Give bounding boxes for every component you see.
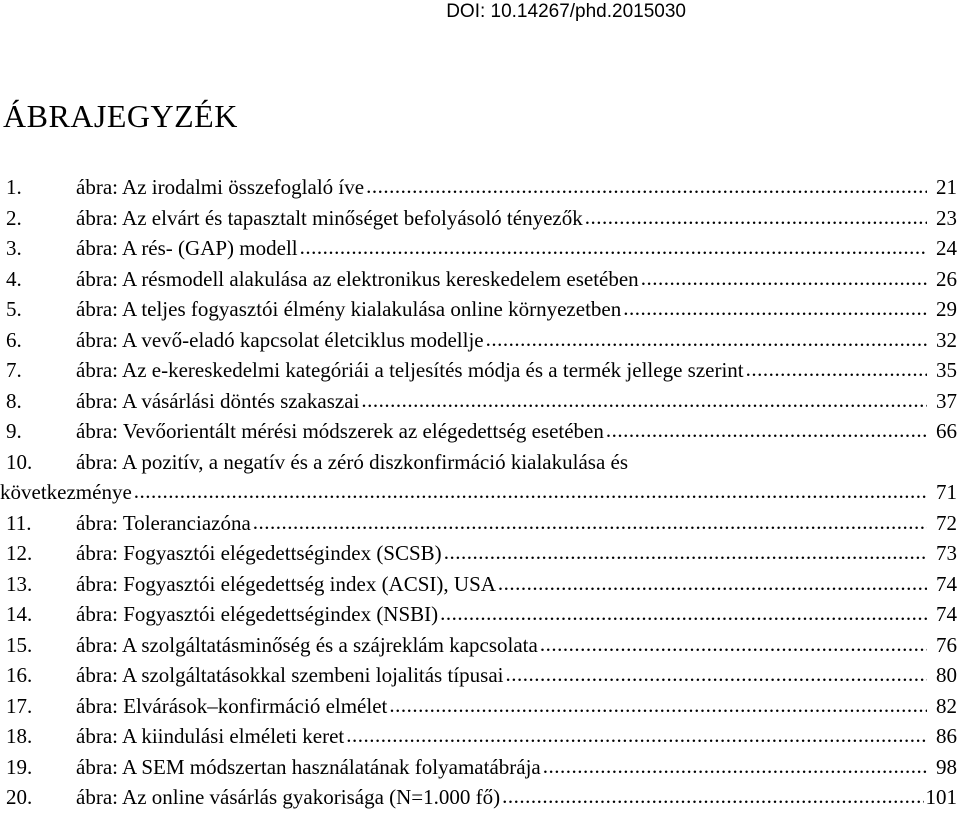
- entry-number: 5.: [6, 297, 22, 321]
- figure-entry-18[interactable]: [6, 721, 957, 752]
- figure-entry-1[interactable]: [6, 172, 957, 203]
- entry-label: ábra: A résmodell alakulása az elektronikus kereskedelem esetében: [76, 266, 639, 291]
- entry-number: 6.: [6, 327, 22, 352]
- entry-page: 32: [936, 327, 957, 352]
- entry-label: ábra: Toleranciazóna: [76, 510, 251, 535]
- entry-label: ábra: A rés- (GAP) modell: [76, 236, 298, 260]
- entry-label: ábra: Az elvárt és tapasztalt minőséget befolyásoló tényezők: [76, 205, 583, 230]
- figure-list: [0, 172, 957, 813]
- entry-number: 11.: [6, 510, 32, 535]
- dot-leader: [623, 293, 927, 324]
- entry-number: 16.: [6, 663, 33, 687]
- entry-page: 80: [936, 663, 957, 687]
- entry-number: 7.: [6, 358, 22, 382]
- entry-number: 20.: [6, 785, 33, 809]
- figure-entry-11[interactable]: [6, 508, 957, 539]
- figure-entry-16[interactable]: [6, 660, 957, 691]
- dot-leader: [366, 171, 927, 202]
- entry-label: ábra: Elvárások–konfirmáció elmélet: [76, 693, 388, 718]
- figure-entry-6[interactable]: [6, 325, 957, 356]
- entry-label: ábra: Az e-kereskedelmi kategóriái a teljesítés módja és a termék jellege szerint: [76, 358, 744, 382]
- entry-number: 10.: [6, 449, 33, 474]
- entry-number: 15.: [6, 632, 33, 657]
- entry-page: 23: [936, 205, 957, 230]
- figure-entry-15[interactable]: [6, 630, 957, 661]
- entry-number: 1.: [6, 175, 22, 199]
- entry-label: ábra: A szolgáltatásminőség és a szájreklám kapcsolata: [76, 632, 538, 657]
- figure-entry-8[interactable]: [6, 386, 957, 417]
- figure-entry-20[interactable]: [6, 782, 957, 813]
- entry-number: 4.: [6, 266, 22, 291]
- dot-leader: [543, 751, 927, 782]
- figure-entry-7[interactable]: [6, 355, 957, 386]
- figure-entry-12[interactable]: [6, 538, 957, 569]
- entry-number: 13.: [6, 571, 33, 596]
- doi-header: DOI: 10.14267/phd.2015030: [446, 1, 686, 22]
- entry-page: 82: [936, 693, 957, 718]
- figure-entry-17[interactable]: [6, 691, 957, 722]
- entry-label: ábra: A szolgáltatásokkal szembeni lojalitás típusai: [76, 663, 504, 687]
- entry-number: 12.: [6, 541, 33, 565]
- entry-label: ábra: A kiindulási elméleti keret: [76, 724, 345, 748]
- entry-label: ábra: A pozitív, a negatív és a zéró diszkonfirmáció kialakulása és: [76, 449, 629, 474]
- entry-number: 18.: [6, 724, 33, 748]
- figure-entry-5[interactable]: [6, 294, 957, 325]
- entry-number: 2.: [6, 205, 22, 230]
- figure-entry-13[interactable]: [6, 569, 957, 600]
- entry-number: 19.: [6, 754, 33, 779]
- entry-label-continuation: következménye: [0, 480, 132, 504]
- entry-page: 66: [936, 419, 957, 443]
- entry-number: 3.: [6, 236, 22, 260]
- entry-page: 101: [925, 785, 957, 809]
- entry-page: 98: [936, 754, 957, 779]
- dot-leader: [641, 263, 927, 294]
- figure-entry-4[interactable]: [6, 264, 957, 295]
- dot-leader: [440, 598, 927, 629]
- dot-leader: [444, 537, 927, 568]
- dot-leader: [253, 507, 927, 538]
- dot-leader: [502, 781, 923, 812]
- entry-label: ábra: Fogyasztói elégedettség index (ACSI), USA: [76, 571, 496, 596]
- entry-number: 9.: [6, 419, 22, 443]
- entry-page: 26: [936, 266, 957, 291]
- entry-page: 37: [936, 388, 957, 413]
- entry-label: ábra: Az online vásárlás gyakorisága (N=1.000 fő): [76, 785, 501, 809]
- entry-page: 24: [936, 236, 957, 260]
- entry-number: 8.: [6, 388, 22, 413]
- entry-page: 86: [936, 724, 957, 748]
- dot-leader: [505, 659, 927, 690]
- entry-page: 76: [936, 632, 957, 657]
- entry-page: 35: [936, 358, 957, 382]
- dot-leader: [346, 720, 927, 751]
- page-title: ÁBRAJEGYZÉK: [3, 98, 238, 134]
- entry-number: 17.: [6, 693, 33, 718]
- figure-entry-9[interactable]: [6, 416, 957, 447]
- figure-entry-3[interactable]: [6, 233, 957, 264]
- dot-leader: [389, 690, 927, 721]
- dot-leader: [361, 385, 927, 416]
- dot-leader: [498, 568, 927, 599]
- entry-label: ábra: A vásárlási döntés szakaszai: [76, 388, 360, 413]
- entry-label: ábra: A vevő-eladó kapcsolat életciklus modellje: [76, 327, 484, 352]
- entry-label: ábra: Vevőorientált mérési módszerek az elégedettség esetében: [76, 419, 604, 443]
- figure-entry-14[interactable]: [6, 599, 957, 630]
- entry-page: 74: [936, 602, 957, 626]
- figure-entry-10[interactable]: [0, 447, 957, 508]
- dot-leader: [540, 629, 927, 660]
- dot-leader: [606, 415, 927, 446]
- entry-number: 14.: [6, 602, 33, 626]
- figure-entry-2[interactable]: [6, 203, 957, 234]
- dot-leader: [300, 232, 927, 263]
- dot-leader: [486, 324, 927, 355]
- entry-page: 29: [936, 297, 957, 321]
- entry-label: ábra: Fogyasztói elégedettségindex (SCSB): [76, 541, 442, 565]
- entry-label: ábra: A SEM módszertan használatának folyamatábrája: [76, 754, 541, 779]
- entry-page: 72: [936, 510, 957, 535]
- entry-page: 74: [936, 571, 957, 596]
- entry-page: 73: [936, 541, 957, 565]
- dot-leader: [746, 354, 927, 385]
- entry-label: ábra: Az irodalmi összefoglaló íve: [76, 175, 365, 199]
- dot-leader: [585, 202, 927, 233]
- entry-page: 71: [936, 480, 957, 504]
- entry-label: ábra: A teljes fogyasztói élmény kialakulása online környezetben: [76, 297, 622, 321]
- dot-leader: [134, 476, 927, 507]
- figure-entry-19[interactable]: [6, 752, 957, 783]
- entry-page: 21: [936, 175, 957, 199]
- entry-label: ábra: Fogyasztói elégedettségindex (NSBI): [76, 602, 439, 626]
